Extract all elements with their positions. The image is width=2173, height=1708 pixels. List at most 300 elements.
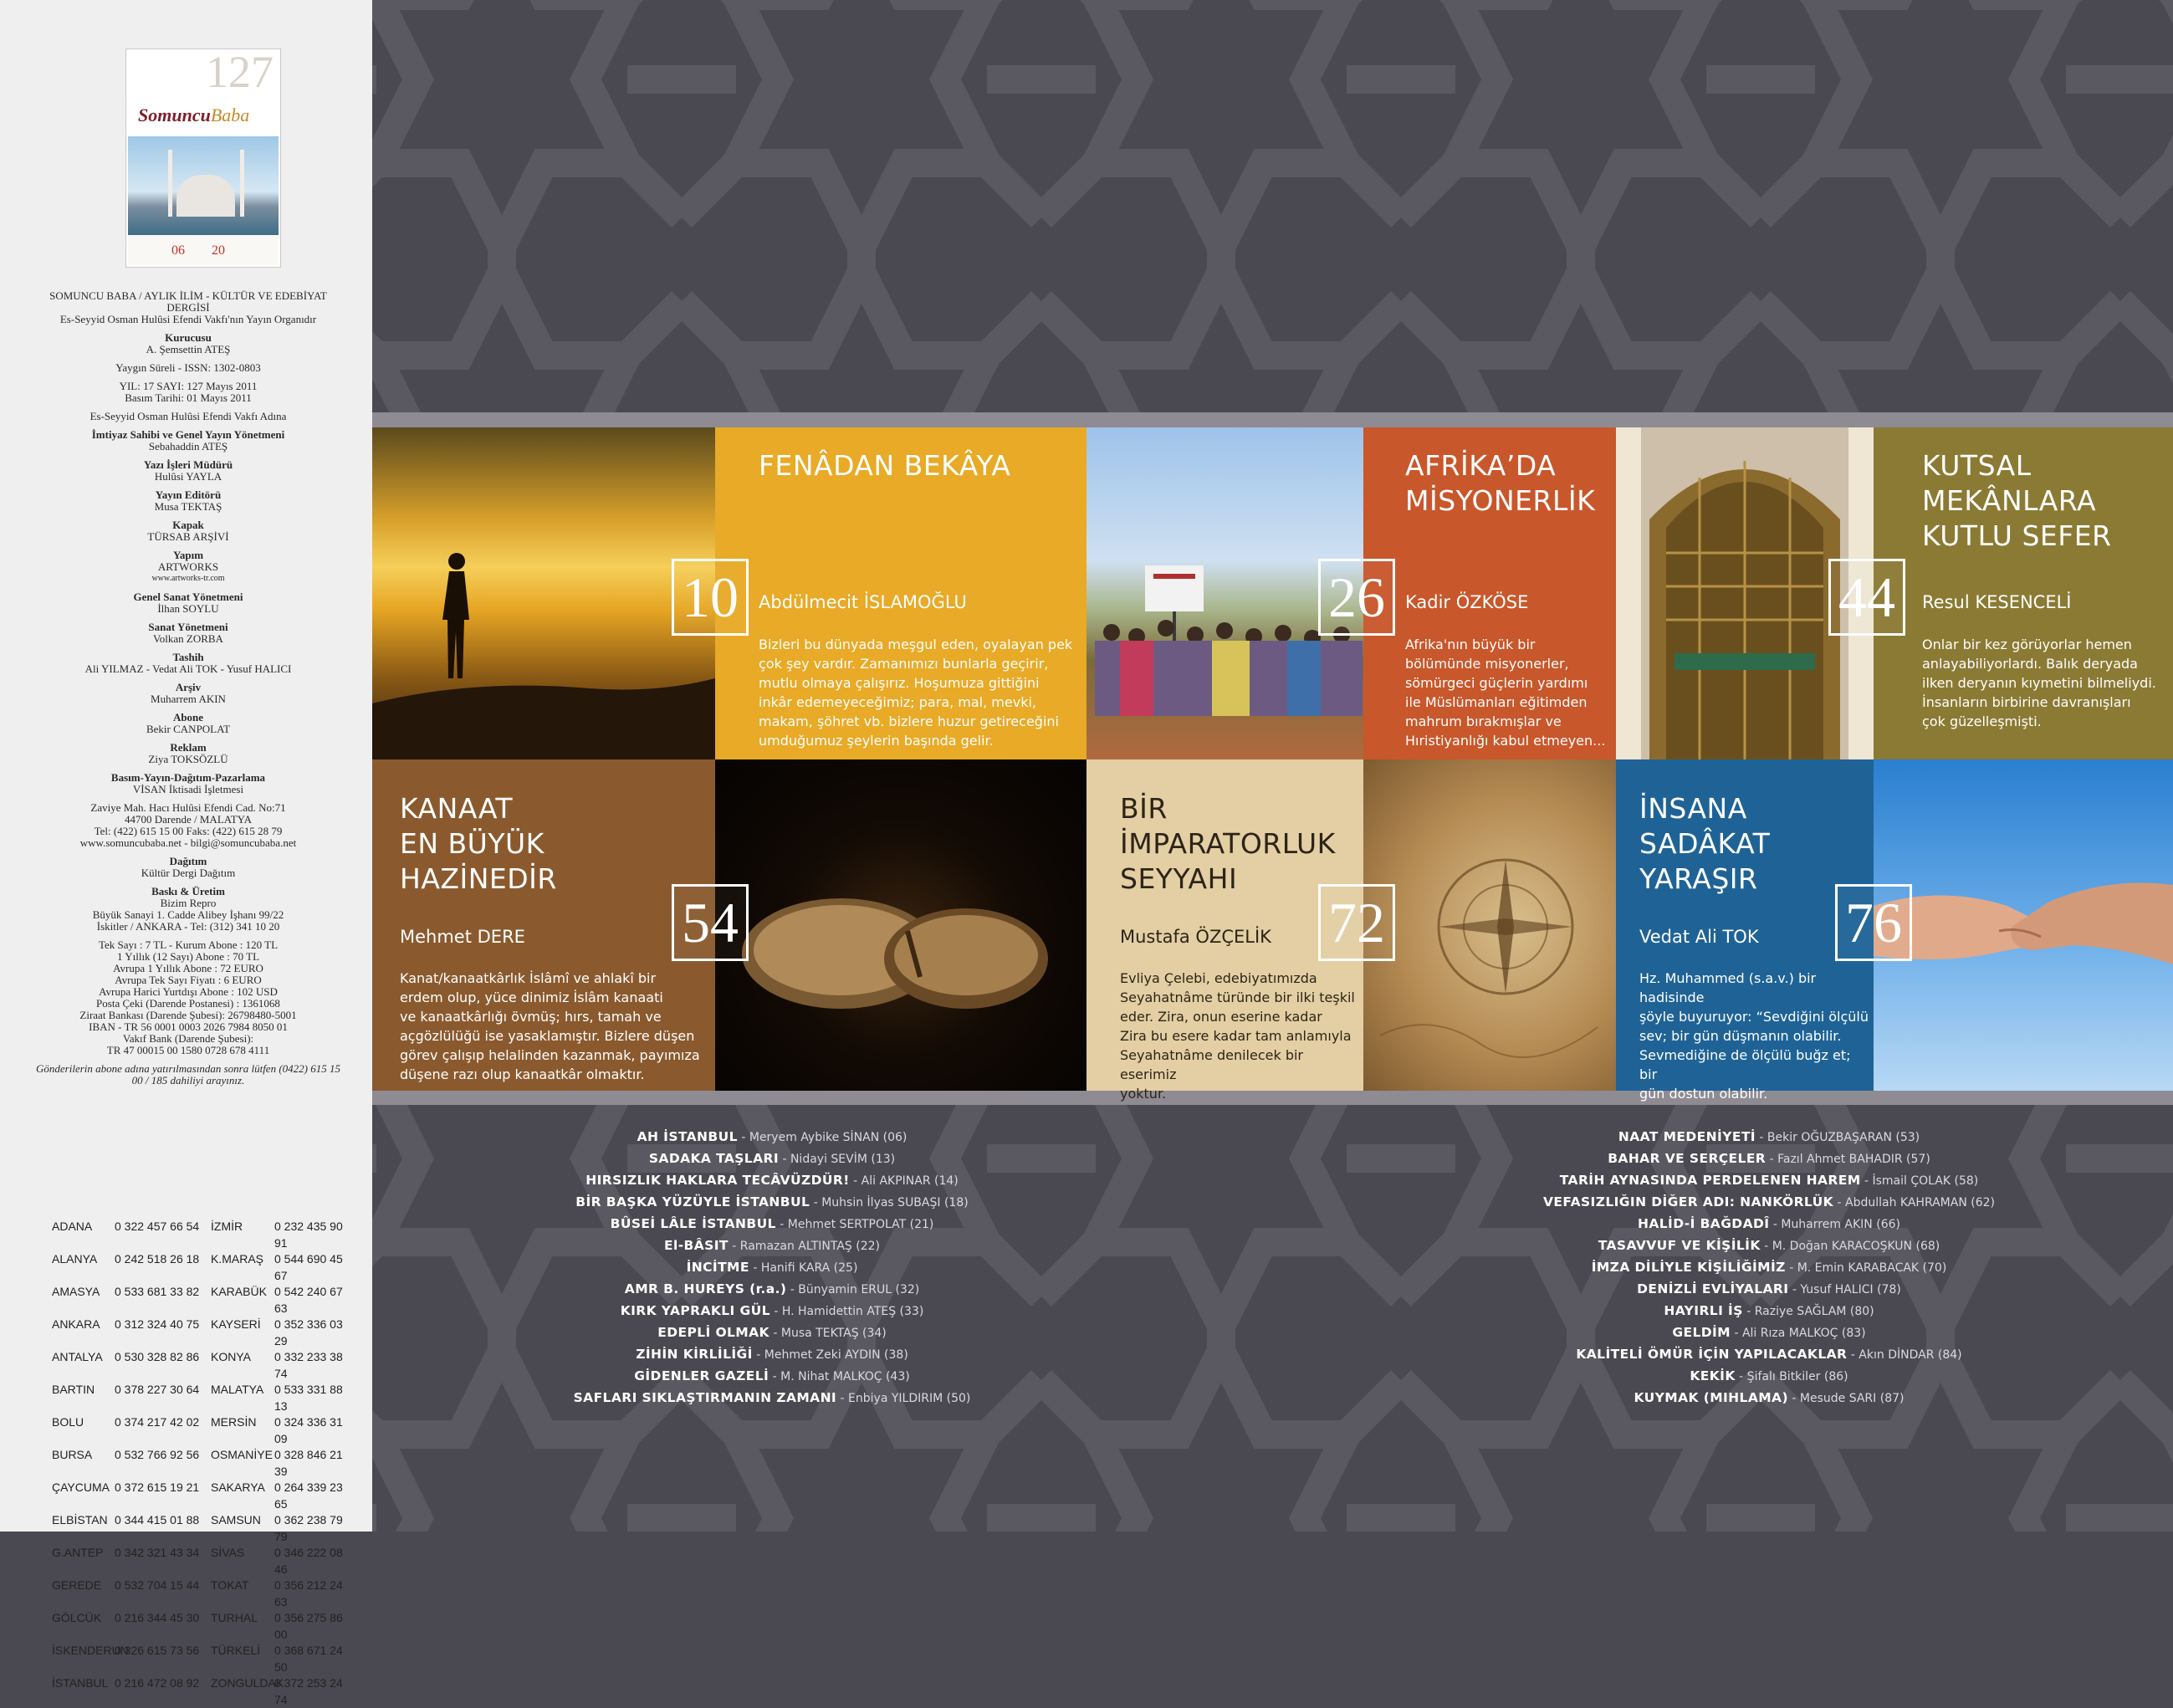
index-entry-author: - M. Emin KARABACAK (70)	[1785, 1261, 1947, 1275]
article-blurb	[1639, 969, 1869, 1103]
index-entry-author: - Bünyamin ERUL (32)	[786, 1283, 920, 1296]
blurb-line: ilken deryanın kıymetini bilmeliydi.	[1922, 675, 2156, 691]
article-blurb	[400, 969, 709, 1084]
address-line: 44700 Darende / MALATYA	[124, 813, 252, 826]
price-line: Tek Sayı : 7 TL - Kurum Abone : 120 TL	[98, 938, 279, 951]
index-entry-author: - H. Hamidettin ATEŞ (33)	[769, 1305, 924, 1318]
handshake-illustration	[1874, 759, 2173, 1091]
phone-number: 0 532 704 15 44	[115, 1578, 200, 1592]
production-name: ARTWORKS	[157, 560, 219, 573]
index-entry-author: - Fazıl Ahmet BAHADIR (57)	[1766, 1153, 1930, 1166]
phone-row	[52, 1251, 353, 1284]
delivery-label: Dağıtım	[169, 855, 207, 867]
index-entry[interactable]	[437, 1322, 1107, 1344]
article-author: Abdülmecit İSLAMOĞLU	[759, 592, 967, 612]
cover-issue-number: 127	[206, 47, 274, 97]
article-tile-fenadan-bekaya[interactable]	[715, 427, 1086, 759]
printer-address: Büyük Sanayi 1. Cadde Alibey İşhanı 99/22	[92, 908, 284, 921]
phone-row	[52, 1675, 353, 1708]
index-entry-title: KALİTELİ ÖMÜR İÇİN YAPILACAKLAR	[1576, 1347, 1848, 1362]
city-name: KAYSERİ	[211, 1317, 261, 1331]
page-number-box[interactable]: 10	[672, 559, 749, 636]
blurb-line: görev çalışıp helalinden kazanmak, payımıza	[400, 1047, 700, 1063]
city-name: KARABÜK	[211, 1285, 267, 1298]
index-entry-title: BÛSEİ LÂLE İSTANBUL	[610, 1216, 776, 1231]
article-author: Mehmet DERE	[400, 927, 525, 947]
article-title-line: YARAŞIR	[1639, 862, 1758, 895]
city-name: G.ANTEP	[52, 1546, 104, 1559]
index-entry-author: - Ali Rıza MALKOÇ (83)	[1731, 1327, 1866, 1340]
article-title-line: MİSYONERLİK	[1405, 484, 1596, 517]
cover-bottom-strip	[128, 235, 279, 265]
bread-photo	[715, 759, 1086, 1091]
printer-city: İskitler / ANKARA - Tel: (312) 341 10 20	[96, 920, 280, 933]
cover-mosque	[176, 175, 235, 217]
city-name: İSKENDERUN	[52, 1644, 129, 1657]
city-name: BURSA	[52, 1448, 93, 1461]
city-name: GÖLCÜK	[52, 1611, 102, 1624]
index-entry[interactable]	[1434, 1322, 2104, 1344]
cover-strip-text: 20	[212, 243, 225, 258]
typing-label: Tashih	[172, 651, 204, 663]
index-entry[interactable]	[437, 1388, 1107, 1409]
pub-editor-label: Yayın Editörü	[155, 488, 222, 501]
phone-number: 0 346 222 08 46	[274, 1546, 343, 1576]
ads-name: Ziya TOKSÖZLÜ	[148, 753, 228, 765]
handshake-photo	[1874, 759, 2173, 1091]
index-entry-author: - Abdullah KAHRAMAN (62)	[1833, 1196, 1995, 1209]
index-entry[interactable]	[1434, 1279, 2104, 1301]
article-title-line: MEKÂNLARA	[1922, 484, 2097, 517]
blurb-line: Seyahatnâme türünde bir ilki teşkil	[1120, 990, 1355, 1005]
article-title	[759, 448, 1010, 483]
article-title-line: EN BÜYÜK	[400, 827, 545, 860]
production-label: Yapım	[172, 549, 204, 561]
blurb-line: düşene razı olup kanaatkâr olmaktır.	[400, 1066, 645, 1082]
index-entry-title: KEKİK	[1690, 1368, 1736, 1383]
index-entry[interactable]	[437, 1366, 1107, 1388]
article-tile-kanaat[interactable]	[372, 759, 715, 1091]
index-entry-title: El-BÂSIT	[664, 1238, 729, 1253]
index-entry-title: SAFLARI SIKLAŞTIRMANIN ZAMANI	[573, 1390, 837, 1405]
phone-number: 0 372 253 24 74	[274, 1676, 343, 1706]
city-name: OSMANİYE	[211, 1448, 273, 1461]
index-entry-author: - Bekir OĞUZBAŞARAN (53)	[1755, 1131, 1920, 1144]
phone-row	[52, 1512, 353, 1545]
index-entry[interactable]	[1434, 1388, 2104, 1409]
cover-credit: TÜRSAB ARŞİVİ	[147, 530, 229, 543]
index-entry[interactable]	[437, 1214, 1107, 1235]
index-entry-author: - Musa TEKTAŞ (34)	[769, 1327, 887, 1340]
phone-row	[52, 1480, 353, 1512]
print-date: Basım Tarihi: 01 Mayıs 2011	[125, 391, 252, 404]
article-blurb	[1120, 969, 1363, 1103]
cover-minaret	[240, 150, 244, 217]
index-entry-title: KIRK YAPRAKLI GÜL	[620, 1303, 770, 1318]
index-entry-author: - M. Nihat MALKOÇ (43)	[769, 1370, 910, 1383]
phone-row	[52, 1447, 353, 1480]
index-entry-title: ZİHİN KİRLİLİĞİ	[636, 1347, 753, 1362]
archive-name: Muharrem AKIN	[151, 693, 226, 705]
article-title-line: SADÂKAT	[1639, 827, 1771, 860]
contents-index-left	[437, 1127, 1107, 1409]
index-entry-title: NAAT MEDENİYETİ	[1618, 1129, 1756, 1144]
blurb-line: sömürgeci güçlerin yardımı	[1405, 675, 1588, 691]
article-title	[1120, 791, 1336, 897]
index-entry-title: BİR BAŞKA YÜZÜYLE İSTANBUL	[575, 1194, 810, 1209]
founder-label: Kurucusu	[165, 331, 212, 344]
article-title-line: KUTLU SEFER	[1922, 519, 2112, 552]
index-entry[interactable]	[437, 1148, 1107, 1170]
index-entry-title: GİDENLER GAZELİ	[634, 1368, 769, 1383]
article-title-line: FENÂDAN BEKÂYA	[759, 449, 1011, 482]
cover-logo	[138, 105, 249, 126]
phone-number: 0 216 344 45 30	[115, 1611, 200, 1624]
blurb-line: sev; bir gün düşmanın olabilir.	[1639, 1028, 1842, 1044]
blurb-line: bölümünde misyonerler,	[1405, 656, 1569, 672]
phone-number: 0 332 233 38 74	[274, 1350, 343, 1380]
city-name: TÜRKELİ	[211, 1644, 261, 1657]
contents-index-right	[1434, 1127, 2104, 1409]
phone-number: 0 374 217 42 02	[115, 1415, 200, 1429]
index-entry-title: TARİH AYNASINDA PERDELENEN HAREM	[1559, 1173, 1861, 1188]
phone-number: 0 368 671 24 50	[274, 1644, 343, 1674]
city-name: GEREDE	[52, 1578, 102, 1592]
blurb-line: Onlar bir kez görüyorlar hemen	[1922, 637, 2132, 652]
article-blurb	[1405, 635, 1614, 750]
page-number-box[interactable]: 44	[1828, 559, 1905, 636]
index-entry-title: AH İSTANBUL	[637, 1129, 738, 1144]
index-entry[interactable]	[1434, 1127, 2104, 1148]
city-name: KONYA	[211, 1350, 251, 1363]
article-title-line: İNSANA	[1639, 792, 1747, 825]
city-name: İZMİR	[211, 1220, 243, 1233]
index-entry-title: BAHAR VE SERÇELER	[1608, 1151, 1767, 1166]
price-list	[33, 939, 343, 1056]
blurb-line: mahrum bırakmışlar ve	[1405, 713, 1562, 729]
art-general-name: İlhan SOYLU	[157, 602, 219, 615]
index-entry-author: - Mesude SARI (87)	[1787, 1392, 1905, 1405]
article-title-line: AFRİKA’DA	[1405, 449, 1557, 482]
blurb-line: Seyahatnâme denilecek bir eserimiz	[1120, 1047, 1303, 1082]
phone-row	[52, 1219, 353, 1251]
phone-row	[52, 1610, 353, 1643]
article-title-line: İMPARATORLUK	[1120, 827, 1336, 860]
article-author: Vedat Ali TOK	[1639, 927, 1759, 947]
price-line: Ziraat Bankası (Darende Şubesi): 26798480-5001	[79, 1009, 297, 1021]
phone-number: 0 324 336 31 09	[274, 1415, 343, 1445]
article-author: Kadir ÖZKÖSE	[1405, 592, 1529, 612]
article-title	[1639, 791, 1770, 897]
editor-label: Yazı İşleri Müdürü	[143, 458, 233, 471]
index-entry-author: - Nidayi SEVİM (13)	[779, 1153, 896, 1166]
city-name: ZONGULDAK	[211, 1676, 284, 1690]
production-web-link[interactable]: www.artworks-tr.com	[151, 574, 225, 583]
index-entry[interactable]	[437, 1301, 1107, 1322]
phone-number: 0 352 336 03 29	[274, 1317, 343, 1347]
index-entry[interactable]	[1434, 1366, 2104, 1388]
index-entry-title: EDEPLİ OLMAK	[657, 1325, 769, 1340]
city-name: BARTIN	[52, 1383, 95, 1396]
index-entry-author: - İsmail ÇOLAK (58)	[1860, 1174, 1979, 1188]
tel-line: Tel: (422) 615 15 00 Faks: (422) 615 28 79	[94, 825, 283, 837]
phone-number: 0 344 415 01 88	[115, 1513, 200, 1526]
phone-row	[52, 1284, 353, 1317]
phone-row	[52, 1382, 353, 1414]
phone-number: 0 356 212 24 63	[274, 1578, 343, 1608]
city-name: ADANA	[52, 1220, 93, 1233]
silhouette-figure	[372, 427, 715, 759]
delivery-name: Kültür Dergi Dağıtım	[141, 867, 236, 879]
phone-number: 0 372 615 19 21	[115, 1480, 200, 1494]
index-entry[interactable]	[437, 1235, 1107, 1257]
blurb-line: eder. Zira, onun eserine kadar	[1120, 1009, 1322, 1025]
phone-number: 0 264 339 23 65	[274, 1480, 343, 1511]
blurb-line: umduğumuz şeylerin başında gelir.	[759, 733, 994, 749]
article-blurb	[1922, 635, 2169, 731]
cover-logo-a: Somuncu	[138, 105, 211, 125]
phone-number: 0 242 518 26 18	[115, 1252, 200, 1266]
index-entry[interactable]	[1434, 1170, 2104, 1192]
price-line: Avrupa Tek Sayı Fiyatı : 6 EURO	[115, 974, 262, 986]
art-general-label: Genel Sanat Yönetmeni	[133, 591, 243, 603]
phone-number: 0 533 681 33 82	[115, 1285, 200, 1298]
index-entry[interactable]	[1434, 1235, 2104, 1257]
article-author: Mustafa ÖZÇELİK	[1120, 927, 1271, 947]
article-title-line: KUTSAL	[1922, 449, 2032, 482]
silhouette-sunset-photo	[372, 427, 715, 759]
index-entry-title: İMZA DİLİYLE KİŞİLİĞİMİZ	[1591, 1260, 1786, 1275]
index-entry-title: HALİD-İ BAĞDADÎ	[1638, 1216, 1770, 1231]
page-number-box[interactable]: 72	[1318, 884, 1395, 961]
print-label: Baskı & Üretim	[151, 885, 225, 897]
magazine-name: SOMUNCU BABA / AYLIK İLİM - KÜLTÜR VE EDEBİYAT DERGİSİ	[49, 289, 327, 314]
editor-name: Hulûsi YAYLA	[154, 470, 222, 483]
city-name: ELBİSTAN	[52, 1513, 108, 1526]
antique-map-photo	[1363, 759, 1616, 1091]
index-entry-author: - Meryem Aybike SİNAN (06)	[737, 1131, 908, 1144]
index-entry-author: - Muharrem AKIN (66)	[1769, 1218, 1900, 1231]
representative-phone-list	[52, 1219, 353, 1708]
on-behalf-line: Es-Seyyid Osman Hulûsi Efendi Vakfı Adına	[89, 410, 287, 422]
city-name: BOLU	[52, 1415, 84, 1429]
index-entry-title: HIRSIZLIK HAKLARA TECÂVÜZDÜR!	[585, 1173, 850, 1188]
compass-illustration	[1363, 759, 1616, 1091]
owner-label: İmtiyaz Sahibi ve Genel Yayın Yönetmeni	[91, 428, 285, 441]
index-entry[interactable]	[437, 1344, 1107, 1366]
price-line: TR 47 00015 00 1580 0728 678 4111	[106, 1044, 270, 1056]
article-title-line: SEYYAHI	[1120, 862, 1238, 895]
price-line: Avrupa Harici Yurtdışı Abone : 102 USD	[99, 985, 278, 998]
page-number-box[interactable]: 26	[1318, 559, 1395, 636]
index-entry-title: TASAVVUF VE KİŞİLİK	[1598, 1238, 1761, 1253]
archive-label: Arşiv	[175, 681, 202, 693]
index-entry-title: KUYMAK (MIHLAMA)	[1634, 1390, 1788, 1405]
city-name: İSTANBUL	[52, 1676, 109, 1690]
city-name: AMASYA	[52, 1285, 100, 1298]
article-title	[400, 791, 557, 897]
founder-name: A. Şemsettin ATEŞ	[146, 343, 231, 355]
index-entry[interactable]	[437, 1192, 1107, 1214]
phone-row	[52, 1578, 353, 1610]
article-title-line: KANAAT	[400, 792, 513, 825]
owner-name: Sebahaddin ATEŞ	[148, 440, 228, 453]
blurb-line: Hıristiyanlığı kabul etmeyen...	[1405, 733, 1606, 749]
phone-row	[52, 1349, 353, 1382]
colophon	[33, 290, 343, 1093]
index-entry-author: - Ramazan ALTINTAŞ (22)	[728, 1240, 880, 1253]
article-title-line: HAZİNEDİR	[400, 862, 557, 895]
city-name: K.MARAŞ	[211, 1252, 264, 1266]
phone-number: 0 378 227 30 64	[115, 1383, 200, 1396]
page-number-box[interactable]: 76	[1835, 884, 1912, 961]
index-entry-author: - Enbiya YILDIRIM (50)	[836, 1392, 971, 1405]
pub-editor-name: Musa TEKTAŞ	[154, 500, 222, 513]
index-entry-author: - Muhsin İlyas SUBAŞI (18)	[810, 1196, 969, 1209]
distribution-label: Basım-Yayın-Dağıtım-Pazarlama	[110, 771, 266, 784]
index-entry[interactable]	[1434, 1301, 2104, 1322]
city-name: SİVAS	[211, 1546, 245, 1559]
cover-credit-label: Kapak	[172, 519, 204, 531]
address-line: Zaviye Mah. Hacı Hulûsi Efendi Cad. No:71	[90, 801, 286, 814]
article-blurb	[759, 635, 1081, 750]
issue-line: YIL: 17 SAYI: 127 Mayıs 2011	[119, 380, 258, 392]
blurb-line: makam, şöhret vb. bizlere huzur getireceğini	[759, 713, 1059, 729]
art-label: Sanat Yönetmeni	[148, 621, 228, 633]
article-tile-kutsal-mekanlara[interactable]	[1874, 427, 2173, 759]
blurb-line: ile Müslümanları eğitimden	[1405, 694, 1588, 710]
city-name: TURHAL	[211, 1611, 258, 1624]
index-entry-author: - Mehmet Zeki AYDIN (38)	[752, 1348, 908, 1362]
cover-strip-text: 06	[171, 243, 185, 258]
phone-number: 0 362 238 79 79	[274, 1513, 343, 1543]
blurb-line: şöyle buyuruyor: “Sevdiğini ölçülü	[1639, 1009, 1869, 1025]
city-name: SAKARYA	[211, 1480, 265, 1494]
price-line: Vakıf Bank (Darende Şubesi):	[122, 1032, 254, 1045]
index-entry-title: DENİZLİ EVLİYALARI	[1637, 1281, 1789, 1296]
index-entry-author: - Yusuf HALICI (78)	[1788, 1283, 1901, 1296]
phone-number: 0 216 472 08 92	[115, 1676, 200, 1690]
index-entry-author: - Raziye SAĞLAM (80)	[1742, 1305, 1874, 1318]
index-entry[interactable]	[1434, 1214, 2104, 1235]
phone-number: 0 232 435 90 91	[274, 1220, 343, 1250]
blurb-line: erdem olup, yüce dinimiz İslâm kanaati	[400, 990, 663, 1005]
subscription-note: Gönderilerin abone adına yatırılmasından sonra lütfen (0422) 615 15 00 / 185 dahiliyi arayınız.	[36, 1062, 340, 1087]
city-name: ANTALYA	[52, 1350, 103, 1363]
index-entry-title: AMR B. HUREYS (r.a.)	[624, 1281, 787, 1296]
blurb-line: İnsanların birbirine davranışları	[1922, 694, 2131, 710]
phone-row	[52, 1317, 353, 1349]
city-name: MALATYA	[211, 1383, 264, 1396]
phone-number: 0 530 328 82 86	[115, 1350, 200, 1363]
art-name: Volkan ZORBA	[153, 632, 223, 645]
index-entry-author: - Mehmet SERTPOLAT (21)	[775, 1218, 934, 1231]
typing-names: Ali YILMAZ - Vedat Ali TOK - Yusuf HALICI	[84, 662, 292, 675]
index-entry[interactable]	[437, 1279, 1107, 1301]
phone-number: 0 326 615 73 56	[115, 1644, 200, 1657]
article-title	[1405, 448, 1595, 519]
bread-illustration	[715, 759, 1086, 1091]
city-name: SAMSUN	[211, 1513, 261, 1526]
colophon-sidebar	[0, 0, 372, 1706]
blurb-line: Kanat/kanaatkârlık İslâmî ve ahlakî bir	[400, 970, 657, 986]
article-author: Resul KESENCELİ	[1922, 592, 2072, 612]
phone-row	[52, 1643, 353, 1675]
article-tile-afrikada-misyonerlik[interactable]	[1363, 427, 1616, 759]
index-entry[interactable]	[437, 1127, 1107, 1148]
blurb-line: Evliya Çelebi, edebiyatımızda	[1120, 970, 1317, 986]
issn-line: Yaygın Süreli - ISSN: 1302-0803	[115, 361, 261, 374]
index-entry[interactable]	[1434, 1344, 2104, 1366]
blurb-line: açgözlülüğü ise yasaklamıştır. Bizlere düşen	[400, 1028, 695, 1044]
index-entry-author: - Akın DİNDAR (84)	[1847, 1348, 1962, 1362]
blurb-line: gün dostun olabilir.	[1639, 1086, 1768, 1102]
blurb-line: Afrika'nın büyük bir	[1405, 637, 1536, 652]
index-entry-title: HAYIRLI İŞ	[1664, 1303, 1743, 1318]
distribution-name: VİSAN İktisadi İşletmesi	[132, 783, 244, 795]
city-name: MERSİN	[211, 1415, 257, 1429]
blurb-line: çok güzelleşmişti.	[1922, 713, 2042, 729]
index-entry[interactable]	[1434, 1192, 2104, 1214]
phone-row	[52, 1414, 353, 1447]
article-title	[1922, 448, 2112, 554]
blurb-line: mutlu olmaya çalışırız. Hoşumuza gittiğini	[759, 675, 1040, 691]
ads-label: Reklam	[170, 741, 207, 754]
phone-number: 0 544 690 45 67	[274, 1252, 343, 1282]
blurb-line: Zira bu esere kadar tam anlamıyla	[1120, 1028, 1352, 1044]
blurb-line: Bizleri bu dünyada meşgul eden, oyalayan pek	[759, 637, 1073, 652]
phone-number: 0 356 275 86 00	[274, 1611, 343, 1641]
index-entry-author: - Şifalı Bitkiler (86)	[1735, 1370, 1848, 1383]
price-line: 1 Yıllık (12 Sayı) Abone : 70 TL	[116, 950, 260, 963]
index-entry[interactable]	[437, 1170, 1107, 1192]
index-entry-title: GELDİM	[1672, 1325, 1731, 1340]
price-line: Posta Çeki (Darende Postanesi) : 1361068	[96, 997, 280, 1010]
phone-number: 0 322 457 66 54	[115, 1220, 200, 1233]
cover-logo-b: Baba	[210, 105, 250, 125]
price-line: Avrupa 1 Yıllık Abone : 72 EURO	[113, 962, 263, 974]
index-entry[interactable]	[1434, 1148, 2104, 1170]
blurb-line: ve kanaatkârlığı övmüş; hırs, tamah ve	[400, 1009, 662, 1025]
index-entry-title: İNCİTME	[686, 1260, 749, 1275]
city-name: ÇAYCUMA	[52, 1480, 110, 1494]
phone-row	[52, 1545, 353, 1578]
organ-line: Es-Seyyid Osman Hulûsi Efendi Vakfı'nın Yayın Organıdır	[59, 313, 317, 325]
printer-name: Bizim Repro	[160, 897, 217, 909]
index-entry-title: SADAKA TAŞLARI	[648, 1151, 779, 1166]
cover-minaret	[168, 150, 172, 217]
blurb-line: Sevmediğine de ölçülü buğz et; bir	[1639, 1047, 1851, 1082]
blurb-line: anlayabiliyorlardı. Balık deryada	[1922, 656, 2138, 672]
page-number-box[interactable]: 54	[672, 884, 749, 961]
phone-number: 0 533 331 88 13	[274, 1383, 343, 1413]
index-entry-author: - Ali AKPINAR (14)	[849, 1174, 959, 1188]
web-link[interactable]: www.somuncubaba.net - bilgi@somuncubaba.net	[79, 836, 297, 849]
city-name: TOKAT	[211, 1578, 249, 1592]
article-title-line: BİR	[1120, 792, 1168, 825]
phone-number: 0 312 324 40 75	[115, 1317, 200, 1331]
magazine-cover-thumbnail[interactable]	[125, 49, 281, 268]
price-line: IBAN - TR 56 0001 0003 2026 7984 8050 01	[89, 1020, 288, 1033]
index-entry[interactable]	[1434, 1257, 2104, 1279]
index-entry[interactable]	[437, 1257, 1107, 1279]
subscription-name: Bekir CANPOLAT	[146, 723, 231, 735]
phone-number: 0 542 240 67 63	[274, 1285, 343, 1315]
phone-number: 0 328 846 21 39	[274, 1448, 343, 1478]
phone-number: 0 342 321 43 34	[115, 1546, 200, 1559]
subscription-label: Abone	[172, 711, 204, 724]
index-entry-author: - M. Doğan KARACOŞKUN (68)	[1760, 1240, 1940, 1253]
